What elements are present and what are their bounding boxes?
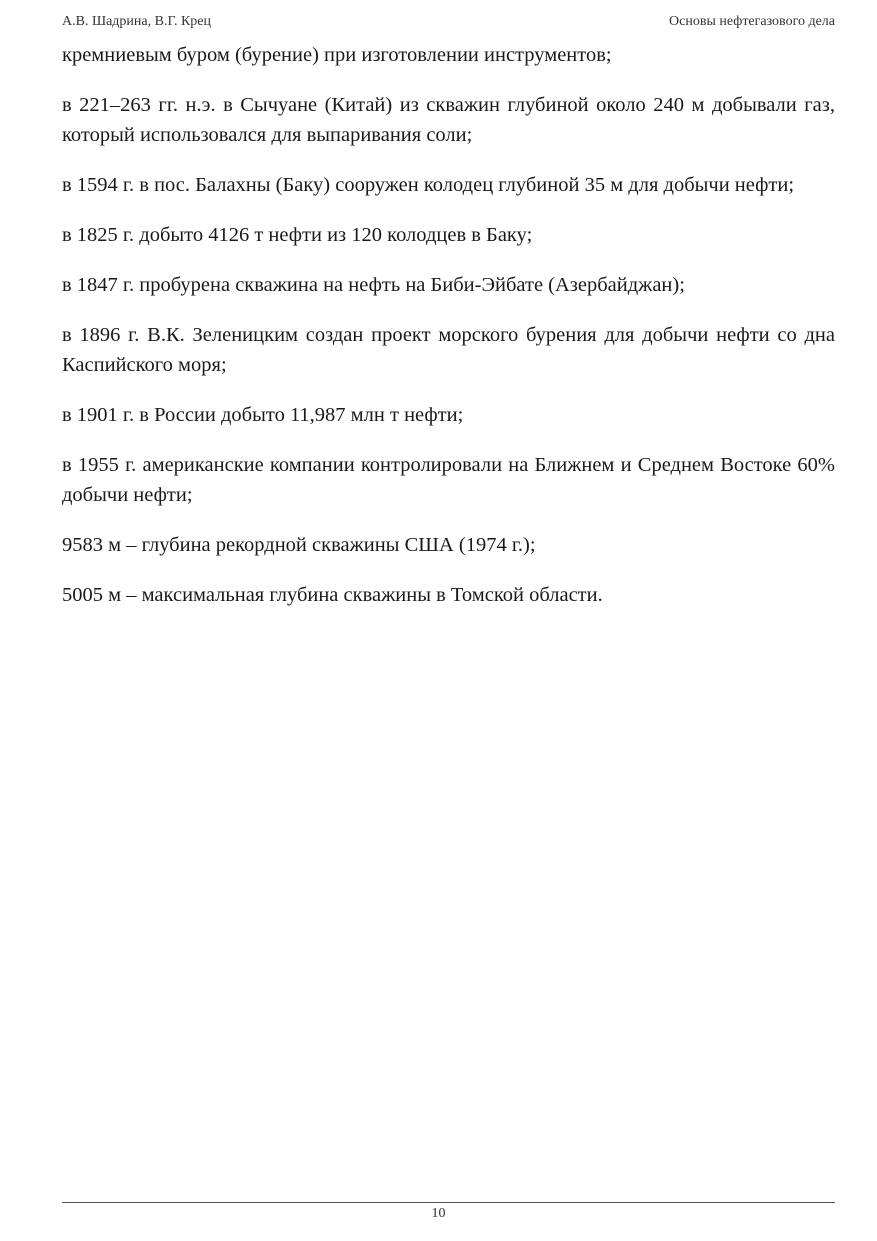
paragraph: 5005 м – максимальная глубина скважины в Томской области. bbox=[62, 584, 603, 606]
paragraph: в 221–263 гг. н.э. в Сычуане (Китай) из скважин глубиной около 240 м добывали газ, который использовался для выпаривания соли; bbox=[62, 94, 835, 146]
paragraph: 9583 м – глубина рекордной скважины США (1974 г.); bbox=[62, 534, 536, 556]
paragraph: в 1901 г. в России добыто 11,987 млн т нефти; bbox=[62, 404, 464, 426]
paragraph: в 1896 г. В.К. Зеленицким создан проект морского бурения для добычи нефти со дна Каспийского моря; bbox=[62, 324, 835, 376]
paragraph: в 1825 г. добыто 4126 т нефти из 120 колодцев в Баку; bbox=[62, 224, 533, 246]
paragraph: в 1594 г. в пос. Балахны (Баку) сооружен колодец глубиной 35 м для добычи нефти; bbox=[62, 174, 795, 196]
paragraph: в 1955 г. американские компании контролировали на Ближнем и Среднем Востоке 60% добычи нефти; bbox=[62, 454, 835, 506]
page-body bbox=[62, 40, 835, 630]
paragraph: в 1847 г. пробурена скважина на нефть на Биби-Эйбате (Азербайджан); bbox=[62, 274, 685, 296]
paragraph: кремниевым буром (бурение) при изготовлении инструментов; bbox=[62, 44, 612, 66]
running-header bbox=[62, 14, 835, 36]
header-authors: А.В. Шадрина, В.Г. Крец bbox=[62, 14, 212, 29]
footer-divider bbox=[62, 1202, 835, 1203]
page-number: 10 bbox=[431, 1206, 446, 1221]
header-book-title: Основы нефтегазового дела bbox=[669, 14, 835, 29]
